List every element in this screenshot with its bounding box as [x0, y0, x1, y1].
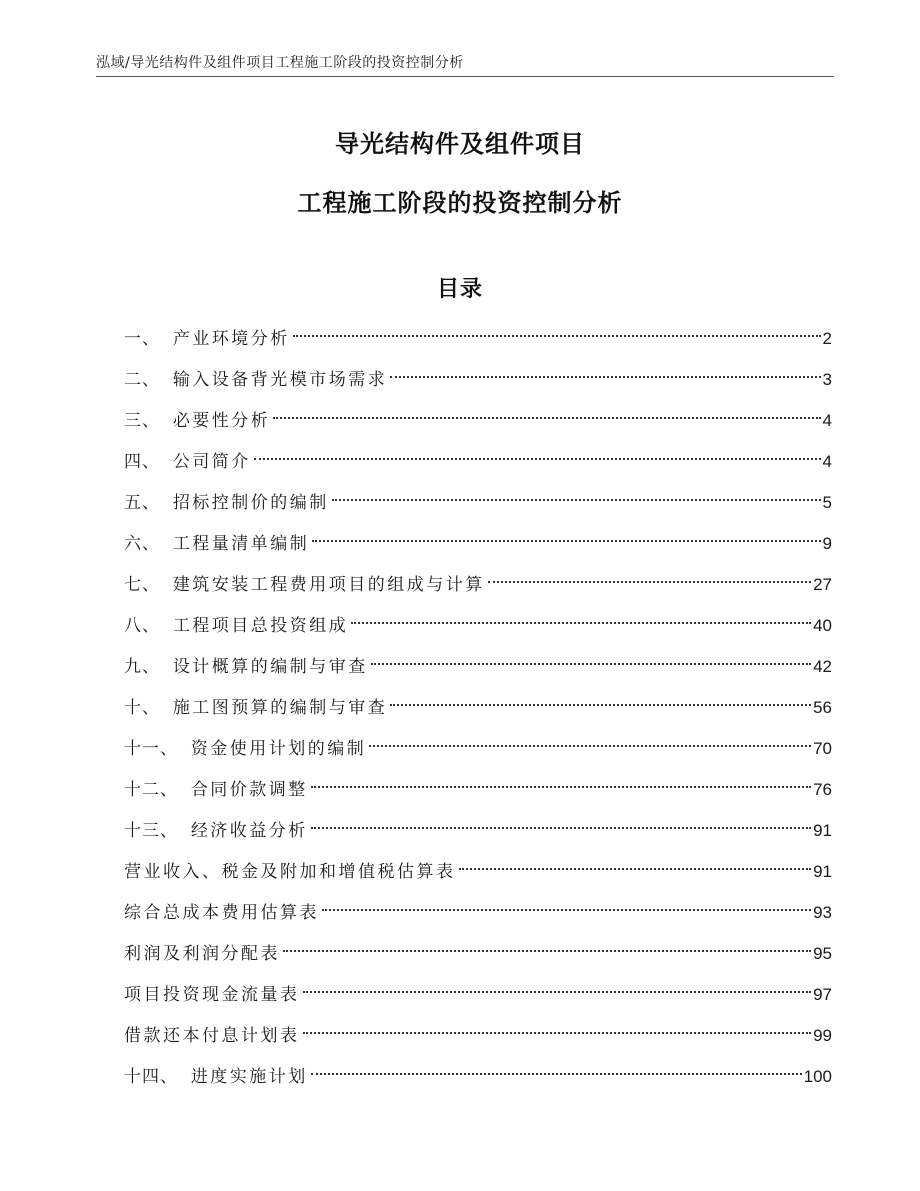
header-divider [96, 76, 834, 77]
toc-entry-title: 借款还本付息计划表 [124, 1026, 300, 1046]
toc-entry-page: 56 [813, 698, 832, 717]
toc-dot-leader [371, 663, 811, 665]
toc-entry[interactable] [124, 564, 832, 605]
toc-dot-leader [254, 458, 821, 460]
toc-entry-title: 进度实施计划 [190, 1067, 308, 1087]
toc-entry-number: 七、 [124, 575, 173, 595]
toc-entry-page: 9 [822, 534, 832, 553]
toc-entry-number: 三、 [124, 411, 173, 431]
toc-entry-number: 十一、 [124, 739, 191, 759]
toc-entry-title: 产业环境分析 [172, 329, 290, 349]
toc-entry-number: 十三、 [124, 821, 191, 841]
running-header: 泓域/导光结构件及组件项目工程施工阶段的投资控制分析 [96, 55, 464, 71]
toc-entry-page: 2 [822, 329, 832, 348]
toc-entry[interactable] [124, 810, 832, 851]
toc-dot-leader [311, 827, 811, 829]
toc-entry-page: 4 [822, 452, 832, 471]
toc-entry-title: 工程量清单编制 [172, 534, 310, 554]
document-title-line-2: 工程施工阶段的投资控制分析 [297, 189, 623, 217]
toc-dot-leader [273, 417, 820, 419]
toc-entry-title: 营业收入、税金及附加和增值税估算表 [124, 862, 456, 882]
toc-entry-page: 4 [822, 411, 832, 430]
toc-entry[interactable] [124, 318, 832, 359]
toc-entry-number: 八、 [124, 616, 173, 636]
toc-entry[interactable] [124, 974, 832, 1015]
document-title-line-1: 导光结构件及组件项目 [335, 130, 585, 158]
toc-entry[interactable] [124, 728, 832, 769]
toc-entry-page: 70 [813, 739, 832, 758]
toc-dot-leader [293, 335, 821, 337]
toc-dot-leader [311, 1073, 802, 1075]
toc-entry-page: 100 [803, 1067, 832, 1086]
toc-entry[interactable] [124, 769, 832, 810]
toc-entry-title: 利润及利润分配表 [124, 944, 280, 964]
toc-entry-page: 91 [813, 821, 832, 840]
toc-dot-leader [390, 376, 820, 378]
toc-entry-title: 工程项目总投资组成 [172, 616, 349, 636]
toc-entry[interactable] [124, 523, 832, 564]
toc-entry[interactable] [124, 605, 832, 646]
toc-entry-number: 一、 [124, 329, 173, 349]
toc-entry-page: 93 [813, 903, 832, 922]
toc-entry-number: 四、 [124, 452, 173, 472]
toc-entry-title: 输入设备背光模市场需求 [172, 370, 388, 390]
toc-entry-number: 十、 [124, 698, 173, 718]
toc-entry-page: 27 [813, 575, 832, 594]
toc-dot-leader [332, 499, 821, 501]
toc-entry-number: 五、 [124, 493, 173, 513]
toc-entry[interactable] [124, 1056, 832, 1097]
toc-entry-page: 3 [822, 370, 832, 389]
toc-dot-leader [390, 704, 811, 706]
toc-entry-title: 资金使用计划的编制 [190, 739, 367, 759]
toc-entry[interactable] [124, 646, 832, 687]
toc-entry-title: 经济收益分析 [190, 821, 308, 841]
table-of-contents [124, 318, 832, 1097]
toc-entry[interactable] [124, 359, 832, 400]
toc-entry-number: 二、 [124, 370, 173, 390]
toc-entry-title: 招标控制价的编制 [172, 493, 329, 513]
toc-entry[interactable] [124, 687, 832, 728]
toc-entry[interactable] [124, 1015, 832, 1056]
toc-entry[interactable] [124, 851, 832, 892]
toc-entry-page: 40 [813, 616, 832, 635]
toc-entry-title: 必要性分析 [172, 411, 271, 431]
toc-entry-number: 十二、 [124, 780, 191, 800]
toc-dot-leader [322, 909, 811, 911]
toc-dot-leader [312, 540, 820, 542]
toc-dot-leader [283, 950, 811, 952]
toc-entry-title: 建筑安装工程费用项目的组成与计算 [172, 575, 485, 595]
toc-dot-leader [311, 786, 811, 788]
toc-dot-leader [303, 991, 812, 993]
toc-entry-title: 项目投资现金流量表 [124, 985, 300, 1005]
toc-entry[interactable] [124, 892, 832, 933]
toc-entry[interactable] [124, 441, 832, 482]
toc-entry-number: 六、 [124, 534, 173, 554]
toc-entry-page: 97 [813, 985, 832, 1004]
toc-entry-title: 合同价款调整 [190, 780, 308, 800]
toc-entry[interactable] [124, 482, 832, 523]
toc-heading: 目录 [436, 277, 483, 302]
toc-entry-number: 十四、 [124, 1067, 191, 1087]
toc-entry-title: 设计概算的编制与审查 [172, 657, 368, 677]
toc-entry-title: 施工图预算的编制与审查 [172, 698, 388, 718]
toc-entry[interactable] [124, 400, 832, 441]
toc-dot-leader [303, 1032, 812, 1034]
toc-dot-leader [488, 581, 811, 583]
toc-entry-title: 公司简介 [172, 452, 251, 472]
toc-entry-page: 91 [813, 862, 832, 881]
toc-entry[interactable] [124, 933, 832, 974]
toc-entry-page: 99 [813, 1026, 832, 1045]
toc-dot-leader [369, 745, 811, 747]
toc-entry-page: 42 [813, 657, 832, 676]
toc-entry-page: 76 [813, 780, 832, 799]
toc-entry-page: 95 [813, 944, 832, 963]
toc-entry-title: 综合总成本费用估算表 [124, 903, 319, 923]
toc-entry-number: 九、 [124, 657, 173, 677]
toc-dot-leader [459, 868, 812, 870]
toc-dot-leader [351, 622, 811, 624]
toc-entry-page: 5 [822, 493, 832, 512]
